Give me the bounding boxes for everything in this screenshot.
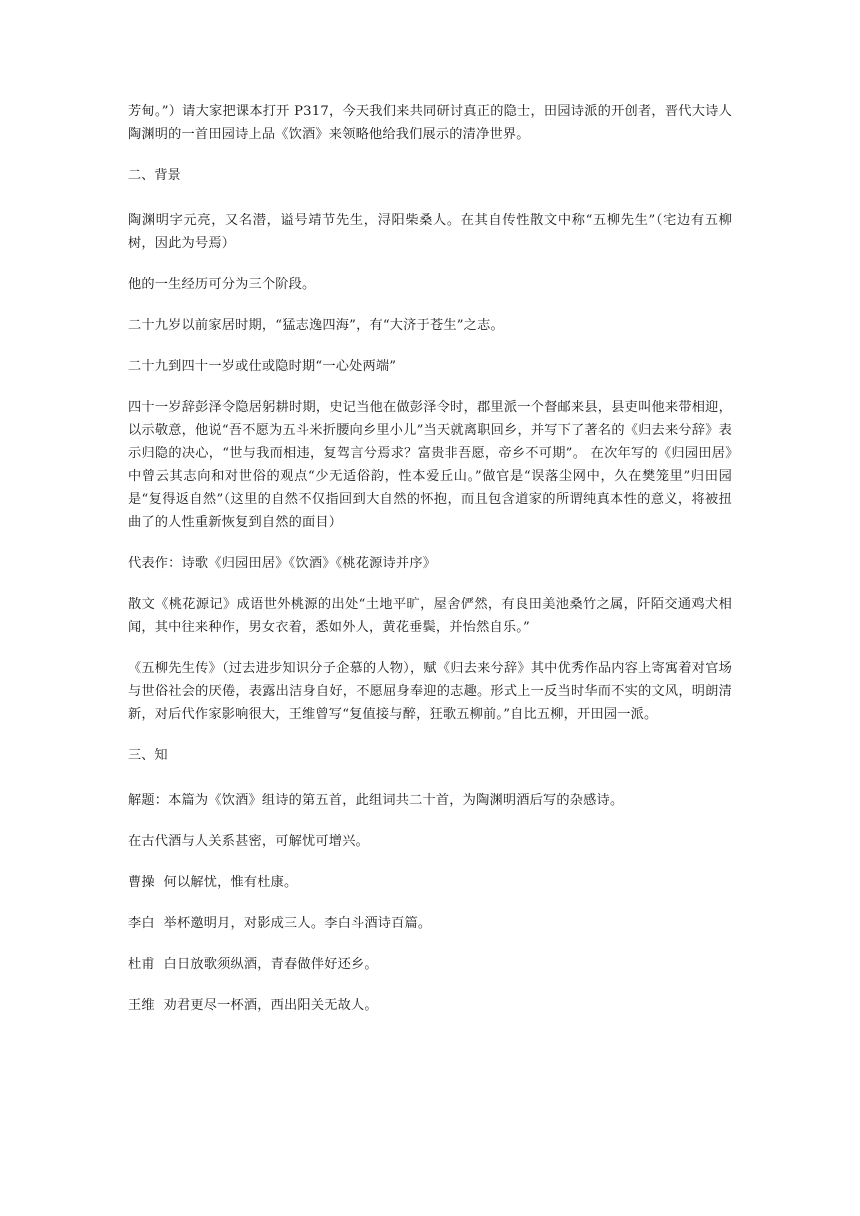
paragraph-wang-wei: 王维 劝君更尽一杯酒，西出阳关无故人。 [128, 998, 378, 1013]
paragraph-cao-cao: 曹操 何以解忧，惟有杜康。 [128, 875, 298, 890]
paragraph-representative-works: 代表作：诗歌《归园田居》《饮酒》《桃花源诗并序》 [128, 556, 437, 571]
paragraph-li-bai: 李白 举杯邀明月，对影成三人。李白斗酒诗百篇。 [128, 916, 432, 931]
document-page [128, 100, 732, 1035]
section-heading-background: 二、背景 [128, 168, 181, 183]
paragraph-life-stages: 他的一生经历可分为三个阶段。 [128, 277, 316, 292]
section-heading-knowledge: 三、知 [128, 748, 168, 763]
paragraph-peach-blossom: 散文《桃花源记》成语世外桃源的出处“土地平旷，屋舍俨然，有良田美池桑竹之属，阡陌交通鸡犬相闻，其中往来种作，男女衣着，悉如外人，黄花垂鬓，并怡然自乐。” [128, 597, 732, 635]
paragraph-wine-relation: 在古代酒与人关系甚密，可解忧可增兴。 [128, 834, 369, 849]
paragraph-five-willows: 《五柳先生传》（过去进步知识分子企慕的人物），赋《归去来兮辞》其中优秀作品内容上寄寓着对官场与世俗社会的厌倦，表露出洁身自好，不愿屈身奉迎的志趣。形式上一反当时华而不实的文风，明朗清新，对后代作家影响很大，王维曾写“复值接与醉，狂歌五柳前。”自比五柳，开田园一派。 [128, 661, 732, 722]
paragraph-stage-three: 四十一岁辞彭泽令隐居躬耕时期，史记当他在做彭泽令时，郡里派一个督邮来县，县吏叫他来带相迎，以示敬意，他说“吾不愿为五斗米折腰向乡里小儿”当天就离职回乡，并写下了著名的《归去来兮辞》表示归隐的决心，“世与我而相违，复驾言兮焉求？富贵非吾愿，帝乡不可期”。 在次年写的《归园田居》中曾云其志向和对世俗的观点“少无适俗韵，性本爱丘山。”做官是“误落尘网中，久在樊笼里”归田园是“复得返自然”（这里的自然不仅指回到大自然的怀抱，而且包含道家的所谓纯真本性的意义，将被扭曲了的人性重新恢复到自然的面目） [128, 400, 732, 530]
paragraph-stage-one: 二十九岁以前家居时期，“猛志逸四海”，有“大济于苍生”之志。 [128, 318, 504, 333]
paragraph-intro: 芳甸。”）请大家把课本打开 P317，今天我们来共同研讨真正的隐士，田园诗派的开创者，晋代大诗人陶渊明的一首田园诗上品《饮酒》来领略他给我们展示的清净世界。 [128, 104, 732, 142]
paragraph-stage-two: 二十九到四十一岁或仕或隐时期“一心处两端” [128, 359, 397, 374]
paragraph-name-origin: 陶渊明字元亮，又名潜，谥号靖节先生，浔阳柴桑人。在其自传性散文中称“五柳先生”（宅边有五柳树，因此为号焉） [128, 213, 732, 251]
paragraph-title-explanation: 解题：本篇为《饮酒》组诗的第五首，此组词共二十首，为陶渊明酒后写的杂感诗。 [128, 793, 624, 808]
paragraph-du-fu: 杜甫 白日放歌须纵酒，青春做伴好还乡。 [128, 957, 378, 972]
